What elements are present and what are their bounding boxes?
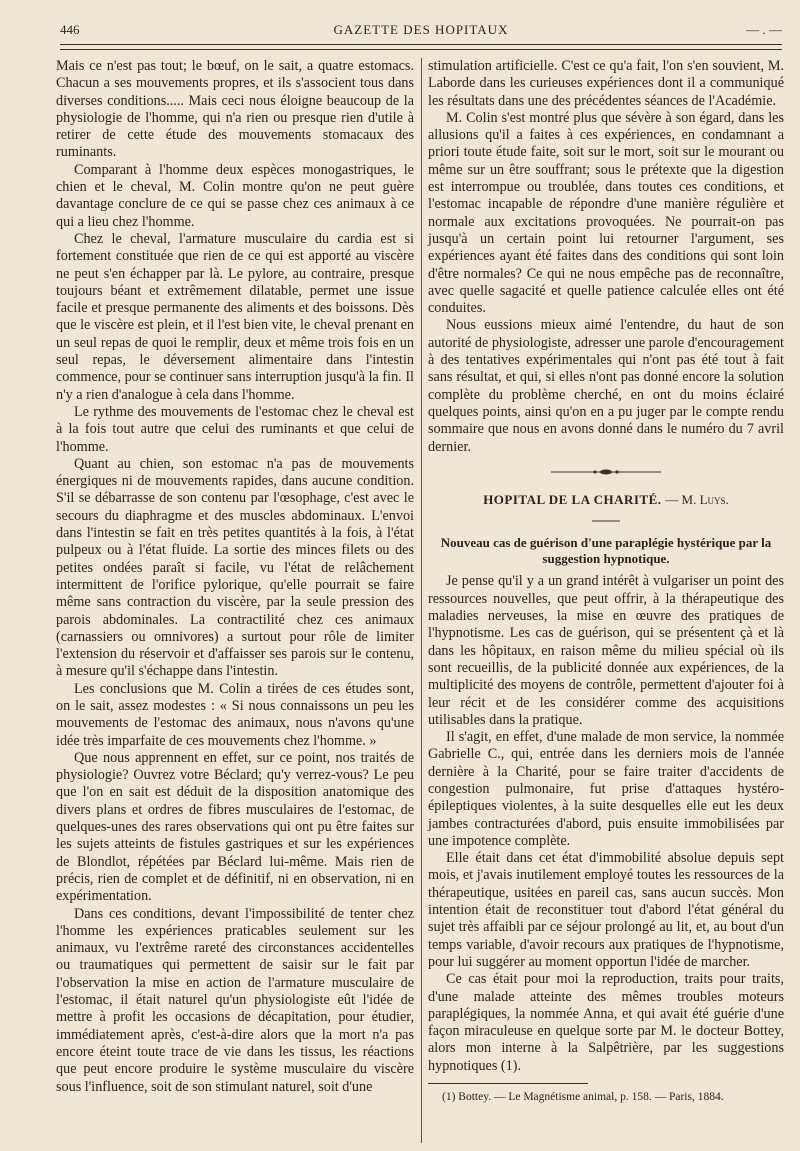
short-rule xyxy=(428,512,784,529)
paragraph: M. Colin s'est montré plus que sévère à son égard, dans les allusions qu'il a faites à ces expériences, en condamnant a priori toute étude faite, soit sur le mort, soit sur le mourant ou même sur un être souffrant; sous le prétexte que la digestion est interrompue ou troublée, dans toutes ces conditions, et l'estomac incapable de répondre d'une manière régulière et normale aux excitations provoquées. Ne pourrait-on pas jusqu'à un certain point lui retourner l'argument, ses expériences ayant été faites dans des conditions qui sont loin d'être normales? Ce qui ne nous empêche pas de reconnaître, avec quelle sagacité et quelle patience calculée elles ont été conduites. xyxy=(428,109,784,317)
short-rule-icon xyxy=(592,518,620,524)
paragraph: Dans ces conditions, devant l'impossibilité de tenter chez l'homme les expériences praticables seulement sur les animaux, vu l'extrême rareté des circonstances accidentelles ou traumatiques qui permettent de saisir sur le fait par l'observation la mise en action de l'armature musculaire de l'estomac, il était naturel qu'un physiologiste eût l'idée de mettre à profit les occasions de décapitation, pour étudier, immédiatement après, c'est-à-dire alors que la mort n'a pas encore éteint toute trace de vie dans les tissus, les réactions que peut encore produire le système musculaire du viscère sous l'influence, soit de son stimulant naturel, soit d'une xyxy=(56,905,414,1095)
ornament-rule-icon xyxy=(551,467,661,477)
paragraph: Quant au chien, son estomac n'a pas de mouvements énergiques ni de mouvements rapides, dans aucune condition. S'il se débarrasse de son contenu par l'œsophage, c'est avec le secours du diaphragme et des muscles abdominaux. L'envoi dans l'intestin se fait en très petites quantités à la fois, à l'état pulpeux ou à l'état fluide. La sortie des minces filets ou des petites ondées paraît si facile, vu l'état de relâchement intermittent de l'orifice pylorique, qu'elle pourrait se faire même sans contraction du viscère, par la seule pression des parois abdominales. La contractilité chez ces animaux (carnassiers ou omnivores) a surtout pour rôle de limiter l'extension du réservoir et d'affaisser ses parois sur le contenu, à mesure qu'il s'échappe dans l'intestin. xyxy=(56,455,414,680)
footnote: (1) Bottey. — Le Magnétisme animal, p. 158. — Paris, 1884. xyxy=(442,1091,724,1104)
header-right-text: — . — xyxy=(746,22,782,37)
paragraph: stimulation artificielle. C'est ce qu'a fait, l'on s'en souvient, M. Laborde dans les curieuses expériences dont il a communiqué les résultats dans une des précédentes séances de l'Académie. xyxy=(428,58,784,109)
left-column xyxy=(56,58,414,1096)
paragraph: Que nous apprennent en effet, sur ce point, nos traités de physiologie? Ouvrez votre Béclard; qu'y verrez-vous? Le peu que l'on en sait est déduit de la disposition anatomique des divers plans et ordres de fibres musculaires de l'estomac, de quelques-unes des rares observations qui ont pu être faites sur les sujets atteints de fistules gastriques et sur les expériences de Blondlot, répétées par Béclard lui-même. Mais rien de précis, rien de complet et de définitif, ni en observation, ni en expérimentation. xyxy=(56,749,414,905)
paragraph: Mais ce n'est pas tout; le bœuf, on le sait, a quatre estomacs. Chacun a ses mouvements propres, et ils s'associent tous dans diverses conditions..... Mais ceci nous éloigne beaucoup de la physiologie de l'homme, qui n'a rien ou presque rien d'utile à retirer de cette étude des mouvements stomacaux des ruminants. xyxy=(56,58,414,161)
paragraph: Nous eussions mieux aimé l'entendre, du haut de son autorité de physiologiste, adresser une parole d'encouragement à des tentatives expérimentales qui n'ont pas été tout à fait sans résultat, et qui, si elles n'ont pas donné encore la solution complète du problème cherché, en ont du moins éclairé quelques points, ainsi qu'on en a pu juger par le compte rendu sommaire que nous en avons donné dans le numéro du 7 avril dernier. xyxy=(428,317,784,455)
page-number: 446 xyxy=(60,22,80,37)
section-heading xyxy=(428,491,784,508)
footnote-rule xyxy=(428,1083,588,1084)
column-divider xyxy=(421,58,422,1143)
paragraph: Elle était dans cet état d'immobilité absolue depuis sept mois, et j'avais inutilement employé toutes les ressources de la thérapeutique, usitées en pareil cas, sans aucun succès. Mon intention était de reconstituer tout d'abord l'état général du sujet très affaibli par ce séjour prolongé au lit, et, au bout d'un temps variable, d'avoir recours aux pratiques de l'hypnotisme, pour lui suggérer au moment opportun l'idée de marcher. xyxy=(428,850,784,970)
right-column xyxy=(428,58,784,1104)
paragraph: Il s'agit, en effet, d'une malade de mon service, la nommée Gabrielle C., qui, entrée dans les derniers mois de l'année dernière à la Charité, pour se faire traiter d'accidents de congestion pulmonaire, fut prise d'attaques hystéro-épileptiques violentes, à la suite desquelles elle eut les deux jambes contracturées d'abord, puis ensuite immobilisées par une impotence complète. xyxy=(428,729,784,849)
article-title: Nouveau cas de guérison d'une paraplégie hystérique par la suggestion hypnotique. xyxy=(440,535,772,567)
journal-title: GAZETTE DES HOPITAUX xyxy=(333,22,509,37)
header-rule xyxy=(60,44,782,50)
ornamental-divider xyxy=(428,465,784,479)
paragraph: Le rythme des mouvements de l'estomac chez le cheval est à la fois tout autre que celui des ruminants et que celui de l'homme. xyxy=(56,403,414,455)
page-header xyxy=(60,22,782,42)
paragraph: Comparant à l'homme deux espèces monogastriques, le chien et le cheval, M. Colin montre qu'on ne peut guère davantage conclure de ce qui se passe chez ces animaux à ce qui a lieu chez l'homme. xyxy=(56,161,414,230)
section-author: — M. Luys. xyxy=(665,491,729,507)
paragraph: Je pense qu'il y a un grand intérêt à vulgariser un point des ressources nouvelles, que peut offrir, à la thérapeutique des maladies nerveuses, la mise en œuvre des pratiques de l'hypnotisme. Les cas de guérison, qui se présentent çà et là dans les hôpitaux, en raison même du milieu spécial où ils sont recueillis, de la publicité donnée aux expériences, de la multiplicité des moyens de contrôle, permettent d'ajouter foi à leur récit et de les considérer comme des acquisitions utilisables dans la pratique. xyxy=(428,573,784,728)
paragraph: Chez le cheval, l'armature musculaire du cardia est si fortement constituée que rien de ce qui est apporté au viscère ne peut s'en échapper par là. Le pylore, au contraire, presque toujours béant et extrêmement dilatable, permet une issue facile et presque permanente des aliments et des boissons. Dès que le viscère est plein, et il l'est bien vite, le cheval prenant en un seul repas de quoi le remplir, deux et même trois fois en un seul repas, le déversement alimentaire dans l'intestin commence, pour se continuer sans interruption jusqu'à la fin. Il n'y a rien d'analogue à cela dans l'homme. xyxy=(56,230,414,403)
paragraph: Les conclusions que M. Colin a tirées de ces études sont, on le sait, assez modestes : « Si nous connaissons un peu les mouvements de l'estomac des animaux, nous n'avons qu'une idée très imparfaite de ces mouvements chez l'homme. » xyxy=(56,680,414,749)
paragraph: Ce cas était pour moi la reproduction, traits pour traits, d'une malade atteinte des mêmes troubles moteurs paraplégiques, la nommée Anna, et qui avait été guérie d'une façon miraculeuse en quelque sorte par M. le docteur Bottey, alors mon interne à la Salpêtrière, par les suggestions hypnotiques (1). xyxy=(428,971,784,1074)
hospital-name: HOPITAL DE LA CHARITÉ. xyxy=(483,491,662,507)
